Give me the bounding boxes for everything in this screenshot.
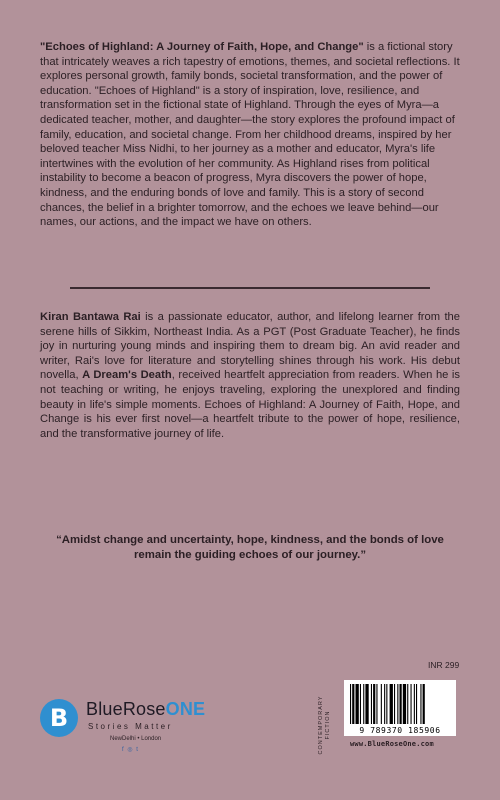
barcode-bar bbox=[416, 684, 417, 724]
publisher-logo-icon: B bbox=[40, 699, 78, 737]
publisher-locations: NewDelhi • London bbox=[110, 736, 162, 742]
genre-label: CONTEMPORARY FICTION bbox=[318, 695, 331, 755]
barcode-bar bbox=[403, 684, 406, 724]
publisher-name-main: BlueRose bbox=[86, 699, 166, 719]
price-label: INR 299 bbox=[428, 660, 460, 670]
debut-title: A Dream's Death bbox=[82, 369, 172, 382]
bio-text-2: , received heartfelt appreciation from readers. When he is not teaching or writing, he enjoys traveling, exploring the unexplored and finding beauty in life's simple moments. Echoes of Highland: A Journey of Faith, Hope, and Change is his ever first novel—a heartfelt tribute to the power of hope, resilience, and the transformative journey of life. bbox=[40, 369, 461, 440]
publisher-name-accent: ONE bbox=[165, 699, 206, 719]
barcode-bar bbox=[407, 684, 408, 724]
author-name: Kiran Bantawa Rai bbox=[40, 311, 141, 323]
isbn-barcode bbox=[344, 680, 456, 736]
barcode-bar bbox=[356, 684, 359, 724]
bio-text-1: is a passionate educator, author, and lifelong learner from the serene hills of Sikkim, Northeast India. As a PGT (Post Graduate Teacher), he finds joy in nurturing young minds and inspiring them to dream big. An avid reader and writer, Rai's love for literature and storytelling shines through his work. His debut novella, bbox=[40, 311, 461, 382]
section-divider bbox=[70, 287, 430, 289]
barcode-bar bbox=[376, 684, 377, 724]
barcode-bar bbox=[352, 684, 354, 724]
book-title: "Echoes of Highland: A Journey of Faith, Hope, and Change" bbox=[40, 41, 364, 53]
synopsis-text: is a fictional story that intricately weaves a rich tapestry of emotions, themes, and societal reflections. It explores personal growth, family bonds, societal transformation, and the power of education. "Echoes of Highland" is a story of inspiration, love, resilience, and transformation set in the fictional state of Highland. Through the eyes of Myra—a dedicated teacher, mother, and daughter—the story explores the profound impact of family, education, and societal change. From her childhood dreams, inspired by her beloved teacher Miss Nidhi, to her journey as a mother and educator, Myra's life intertwines with the evolution of her community. As Highland rises from political instability to become a beacon of progress, Myra discovers the power of hope, kindness, and the enduring bonds of love and family. This is a story of second chances, the belief in a brighter tomorrow, and the echoes we leave behind—our names, our actions, and the impact we have on others. bbox=[40, 41, 460, 229]
isbn-number: 9 789370 185906 bbox=[359, 726, 441, 735]
barcode-bar bbox=[373, 684, 375, 724]
barcode-bar bbox=[390, 684, 393, 724]
barcode-bars bbox=[350, 684, 450, 726]
publisher-website: www.BlueRoseOne.com bbox=[350, 740, 434, 748]
barcode-bar bbox=[365, 684, 368, 724]
barcode-bar bbox=[420, 684, 421, 724]
barcode-bar bbox=[414, 684, 415, 724]
barcode-bar bbox=[384, 684, 385, 724]
publisher-logo bbox=[40, 695, 210, 755]
publisher-name bbox=[86, 699, 205, 720]
publisher-tagline: Stories Matter bbox=[88, 722, 173, 731]
synopsis-paragraph bbox=[40, 40, 460, 230]
barcode-bar bbox=[381, 684, 382, 724]
barcode-bar bbox=[394, 684, 395, 724]
author-bio bbox=[40, 310, 460, 441]
barcode-bar bbox=[411, 684, 412, 724]
barcode-bar bbox=[360, 684, 361, 724]
barcode-bar bbox=[400, 684, 402, 724]
barcode-bar bbox=[350, 684, 351, 724]
social-icons: f ◎ t bbox=[122, 747, 139, 753]
barcode-bar bbox=[397, 684, 398, 724]
barcode-bar bbox=[371, 684, 372, 724]
barcode-bar bbox=[423, 684, 425, 724]
barcode-bar bbox=[363, 684, 364, 724]
barcode-bar bbox=[386, 684, 387, 724]
pull-quote: “Amidst change and uncertainty, hope, kindness, and the bonds of love remain the guiding echoes of our journey.” bbox=[56, 534, 444, 561]
